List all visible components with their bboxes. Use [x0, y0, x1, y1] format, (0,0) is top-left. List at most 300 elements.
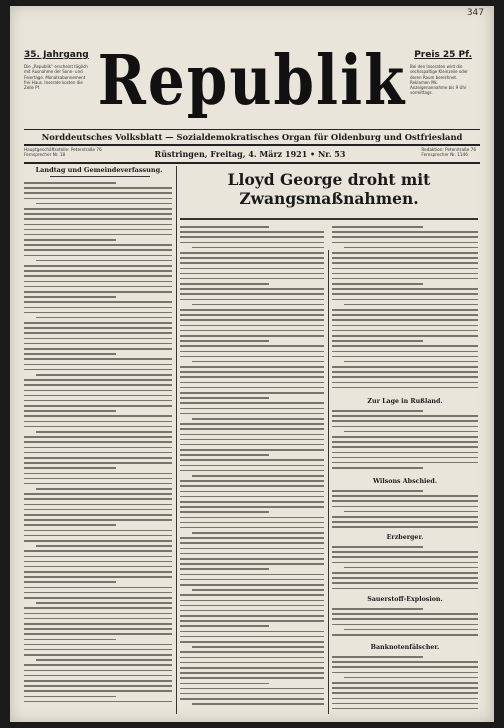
- text-line: [192, 532, 324, 534]
- text-line: [180, 397, 269, 399]
- text-line: [24, 478, 172, 480]
- text-line: [24, 467, 116, 469]
- text-line: [332, 436, 478, 438]
- text-line: [24, 607, 172, 609]
- text-line: [332, 624, 478, 626]
- text-line: [180, 641, 324, 643]
- text-line: [180, 268, 324, 270]
- text-line: [24, 379, 172, 381]
- text-line: [332, 521, 478, 523]
- text-line: [332, 426, 478, 428]
- text-line: [24, 530, 172, 532]
- masthead-rule-middle: [24, 144, 480, 146]
- text-line: [24, 286, 172, 288]
- text-line: [36, 203, 172, 205]
- text-line: [24, 410, 116, 412]
- text-line: [24, 457, 172, 459]
- text-line: [180, 459, 324, 461]
- text-line: [24, 384, 172, 386]
- text-line: [36, 317, 172, 319]
- text-line: [24, 540, 172, 542]
- text-line: [332, 273, 478, 275]
- text-line: [180, 605, 324, 607]
- text-line: [24, 301, 172, 303]
- text-line: [180, 231, 324, 233]
- text-line: [24, 312, 172, 314]
- text-line: [180, 657, 324, 659]
- text-line: [332, 283, 423, 285]
- text-line: [332, 299, 478, 301]
- left-heading-rule: [50, 176, 150, 177]
- left-column-heading: Landtag und Gemeindeverfassung.: [35, 166, 163, 174]
- text-line: [24, 327, 172, 329]
- text-line: [332, 656, 423, 658]
- text-line: [24, 561, 172, 563]
- text-line: [332, 268, 478, 270]
- text-line: [332, 382, 478, 384]
- text-line: [332, 506, 478, 508]
- text-line: [180, 402, 324, 404]
- text-line: [180, 501, 324, 503]
- text-line: [180, 584, 324, 586]
- section-heading-russland: Zur Lage in Rußland.: [367, 398, 443, 405]
- advertising-info-box: Bei den Inseraten wird die sechsspaltige Kleinzeile oder deren Raum berechnet. Reklamen Mk. Anzeigenannahme bis 9 Uhr vormittags.: [410, 64, 468, 96]
- column-divider-1: [176, 166, 177, 714]
- explosion-article-text: [332, 608, 478, 642]
- wilson-article-text: [332, 490, 478, 532]
- text-line: [24, 291, 172, 293]
- text-line: [332, 257, 478, 259]
- text-line: [24, 566, 172, 568]
- masthead-rule-bottom: [24, 162, 480, 164]
- text-line: [180, 330, 324, 332]
- volume-label: 35. Jahrgang: [24, 50, 89, 60]
- text-line: [24, 680, 172, 682]
- text-line: [180, 517, 324, 519]
- text-line: [180, 636, 324, 638]
- text-line: [24, 690, 172, 692]
- text-line: [344, 361, 478, 363]
- text-line: [344, 567, 478, 569]
- text-line: [24, 390, 172, 392]
- text-line: [180, 677, 324, 679]
- text-line: [180, 491, 324, 493]
- text-line: [24, 255, 172, 257]
- text-line: [24, 452, 172, 454]
- text-line: [332, 345, 478, 347]
- text-line: [180, 283, 269, 285]
- text-line: [180, 226, 269, 228]
- text-line: [180, 345, 324, 347]
- text-line: [24, 218, 172, 220]
- text-line: [24, 670, 172, 672]
- text-line: [180, 257, 324, 259]
- masthead-subtitle: Norddeutsches Volksblatt — Sozialdemokratisches Organ für Oldenburg und Ostfriesland: [41, 132, 463, 142]
- text-line: [180, 579, 324, 581]
- text-line: [180, 439, 324, 441]
- text-line: [332, 666, 478, 668]
- text-line: [24, 296, 116, 298]
- text-line: [332, 526, 478, 528]
- text-line: [344, 677, 478, 679]
- russland-article-text: [332, 410, 478, 476]
- text-line: [180, 558, 324, 560]
- text-line: [344, 431, 478, 433]
- text-line: [24, 249, 172, 251]
- text-line: [332, 226, 423, 228]
- text-line: [332, 467, 423, 469]
- text-line: [344, 247, 478, 249]
- text-line: [180, 537, 324, 539]
- text-line: [332, 366, 478, 368]
- text-line: [24, 628, 172, 630]
- text-line: [332, 682, 478, 684]
- text-line: [24, 400, 172, 402]
- dateline: Rüstringen, Freitag, 4. März 1921 • Nr. 53: [154, 149, 346, 159]
- text-line: [180, 236, 324, 238]
- erzberger-article-text: [332, 546, 478, 594]
- text-line: [24, 675, 172, 677]
- text-line: [180, 444, 324, 446]
- text-line: [332, 452, 478, 454]
- text-line: [332, 556, 478, 558]
- text-line: [36, 602, 172, 604]
- text-line: [24, 524, 116, 526]
- text-line: [332, 582, 478, 584]
- price-label: Preis 25 Pf.: [414, 50, 472, 60]
- text-line: [24, 213, 172, 215]
- text-line: [344, 629, 478, 631]
- text-line: [180, 683, 269, 685]
- text-line: [180, 662, 324, 664]
- newspaper-page: [10, 6, 494, 722]
- text-line: [24, 405, 172, 407]
- text-line: [36, 431, 172, 433]
- text-line: [180, 610, 324, 612]
- text-line: [180, 273, 324, 275]
- text-line: [332, 410, 423, 412]
- text-line: [24, 234, 172, 236]
- text-line: [180, 672, 324, 674]
- banknoten-article-text: [332, 656, 478, 714]
- text-line: [24, 597, 172, 599]
- text-line: [332, 698, 478, 700]
- text-line: [24, 493, 172, 495]
- text-line: [180, 485, 324, 487]
- text-line: [180, 413, 324, 415]
- text-line: [180, 651, 324, 653]
- text-line: [24, 592, 172, 594]
- text-line: [180, 356, 324, 358]
- text-line: [24, 571, 172, 573]
- text-line: [24, 358, 172, 360]
- text-line: [24, 618, 172, 620]
- section-heading-erzberger: Erzberger.: [386, 534, 424, 541]
- text-line: [332, 613, 478, 615]
- text-line: [24, 576, 172, 578]
- text-line: [332, 446, 478, 448]
- right-article-text-top: [332, 226, 478, 396]
- text-line: [332, 551, 478, 553]
- text-line: [24, 281, 172, 283]
- text-line: [344, 304, 478, 306]
- text-line: [24, 504, 172, 506]
- text-line: [24, 498, 172, 500]
- text-line: [180, 299, 324, 301]
- text-line: [192, 418, 324, 420]
- text-line: [24, 343, 172, 345]
- text-line: [24, 369, 172, 371]
- text-line: [24, 421, 172, 423]
- text-line: [180, 382, 324, 384]
- text-line: [332, 330, 478, 332]
- text-line: [332, 262, 478, 264]
- text-line: [24, 696, 116, 698]
- text-line: [180, 351, 324, 353]
- column-divider-2: [328, 250, 329, 714]
- text-line: [24, 198, 172, 200]
- text-line: [192, 247, 324, 249]
- text-line: [24, 519, 172, 521]
- main-headline: Lloyd George droht mit Zwangsmaßnahmen.: [227, 170, 431, 208]
- text-line: [24, 332, 172, 334]
- text-line: [24, 483, 172, 485]
- text-line: [332, 415, 478, 417]
- text-line: [332, 325, 478, 327]
- text-line: [180, 335, 324, 337]
- text-line: [332, 242, 478, 244]
- text-line: [180, 522, 324, 524]
- text-line: [36, 488, 172, 490]
- text-line: [24, 275, 172, 277]
- text-line: [180, 470, 324, 472]
- masthead-title: Republik: [97, 40, 407, 121]
- text-line: [180, 252, 324, 254]
- text-line: [24, 364, 172, 366]
- text-line: [24, 208, 172, 210]
- text-line: [24, 633, 172, 635]
- text-line: [332, 687, 478, 689]
- text-line: [332, 495, 478, 497]
- text-line: [180, 293, 324, 295]
- middle-article-text: [180, 226, 324, 712]
- text-line: [332, 608, 423, 610]
- text-line: [180, 693, 324, 695]
- text-line: [36, 374, 172, 376]
- text-line: [24, 613, 172, 615]
- text-line: [36, 545, 172, 547]
- text-line: [180, 392, 324, 394]
- text-line: [180, 371, 324, 373]
- text-line: [24, 348, 172, 350]
- text-line: [332, 490, 423, 492]
- text-line: [332, 376, 478, 378]
- text-line: [332, 577, 478, 579]
- text-line: [24, 535, 172, 537]
- text-line: [180, 387, 324, 389]
- text-line: [36, 659, 172, 661]
- text-line: [180, 506, 324, 508]
- page-number: 347: [466, 8, 484, 18]
- text-line: [332, 293, 478, 295]
- text-line: [180, 262, 324, 264]
- office-info: Hauptgeschäftsstelle: Peterstraße 76 Fernsprecher Nr. 18: [24, 147, 102, 157]
- text-line: [180, 625, 269, 627]
- section-heading-wilson: Wilsons Abschied.: [372, 478, 438, 485]
- text-line: [180, 376, 324, 378]
- text-line: [36, 260, 172, 262]
- section-heading-explosion: Sauerstoff-Explosion.: [367, 596, 443, 603]
- text-line: [24, 338, 172, 340]
- text-line: [24, 322, 172, 324]
- text-line: [180, 563, 324, 565]
- section-heading-banknoten: Banknotenfälscher.: [370, 644, 440, 651]
- text-line: [180, 615, 324, 617]
- text-line: [180, 511, 269, 513]
- headline-rule: [180, 218, 478, 220]
- text-line: [180, 449, 324, 451]
- text-line: [332, 634, 478, 636]
- text-line: [24, 514, 172, 516]
- text-line: [24, 307, 172, 309]
- text-line: [192, 361, 324, 363]
- text-line: [332, 278, 478, 280]
- text-line: [180, 319, 324, 321]
- text-line: [180, 366, 324, 368]
- text-line: [24, 415, 172, 417]
- text-line: [332, 319, 478, 321]
- text-line: [332, 356, 478, 358]
- text-line: [24, 224, 172, 226]
- text-line: [24, 426, 172, 428]
- text-line: [180, 325, 324, 327]
- text-line: [24, 664, 172, 666]
- text-line: [180, 620, 324, 622]
- text-line: [24, 644, 172, 646]
- text-line: [180, 454, 269, 456]
- text-line: [180, 553, 324, 555]
- text-line: [24, 654, 172, 656]
- text-line: [24, 556, 172, 558]
- subscription-info-box: Die „Republik“ erscheint täglich mit Ausnahme der Sonn- und Feiertage. Monatsabonnement frei Haus. Inserate kosten die Zeile Pf.: [24, 64, 88, 91]
- text-line: [192, 589, 324, 591]
- text-line: [24, 623, 172, 625]
- text-line: [24, 581, 116, 583]
- text-line: [332, 703, 478, 705]
- text-line: [24, 244, 172, 246]
- text-line: [180, 480, 324, 482]
- text-line: [180, 314, 324, 316]
- text-line: [180, 496, 324, 498]
- text-line: [332, 371, 478, 373]
- text-line: [180, 568, 269, 570]
- text-line: [332, 672, 478, 674]
- text-line: [332, 420, 478, 422]
- text-line: [332, 546, 423, 548]
- text-line: [332, 441, 478, 443]
- text-line: [192, 475, 324, 477]
- text-line: [192, 646, 324, 648]
- text-line: [24, 441, 172, 443]
- text-line: [180, 428, 324, 430]
- text-line: [24, 229, 172, 231]
- left-article-text: [24, 182, 172, 712]
- text-line: [332, 516, 478, 518]
- text-line: [180, 594, 324, 596]
- text-line: [344, 511, 478, 513]
- text-line: [24, 639, 116, 641]
- text-line: [24, 187, 172, 189]
- text-line: [180, 548, 324, 550]
- text-line: [332, 387, 478, 389]
- text-line: [24, 182, 116, 184]
- text-line: [180, 688, 324, 690]
- masthead-rule-top: [24, 129, 480, 130]
- text-line: [332, 335, 478, 337]
- text-line: [24, 447, 172, 449]
- text-line: [24, 587, 172, 589]
- text-line: [332, 314, 478, 316]
- text-line: [180, 309, 324, 311]
- text-line: [332, 309, 478, 311]
- text-line: [180, 527, 324, 529]
- text-line: [192, 304, 324, 306]
- text-line: [332, 618, 478, 620]
- text-line: [180, 465, 324, 467]
- text-line: [24, 270, 172, 272]
- text-line: [180, 600, 324, 602]
- text-line: [24, 649, 172, 651]
- text-line: [180, 631, 324, 633]
- text-line: [24, 395, 172, 397]
- text-line: [332, 252, 478, 254]
- text-line: [332, 692, 478, 694]
- text-line: [332, 351, 478, 353]
- text-line: [332, 562, 478, 564]
- text-line: [332, 288, 478, 290]
- text-line: [332, 231, 478, 233]
- text-line: [24, 436, 172, 438]
- text-line: [24, 473, 172, 475]
- text-line: [332, 340, 423, 342]
- text-line: [180, 667, 324, 669]
- editorial-info: Redaktion: Peterstraße 76 Fernsprecher Nr. 1146: [421, 147, 476, 157]
- text-line: [332, 661, 478, 663]
- text-line: [192, 703, 324, 705]
- text-line: [24, 353, 116, 355]
- text-line: [332, 457, 478, 459]
- text-line: [180, 278, 324, 280]
- text-line: [24, 239, 116, 241]
- text-line: [180, 574, 324, 576]
- text-line: [180, 288, 324, 290]
- text-line: [332, 588, 478, 590]
- text-line: [180, 423, 324, 425]
- text-line: [24, 192, 172, 194]
- text-line: [24, 509, 172, 511]
- text-line: [24, 550, 172, 552]
- text-line: [24, 701, 172, 703]
- text-line: [332, 500, 478, 502]
- text-line: [24, 685, 172, 687]
- text-line: [24, 462, 172, 464]
- text-line: [332, 572, 478, 574]
- text-line: [180, 408, 324, 410]
- text-line: [180, 542, 324, 544]
- text-line: [332, 462, 478, 464]
- text-line: [180, 340, 269, 342]
- text-line: [180, 242, 324, 244]
